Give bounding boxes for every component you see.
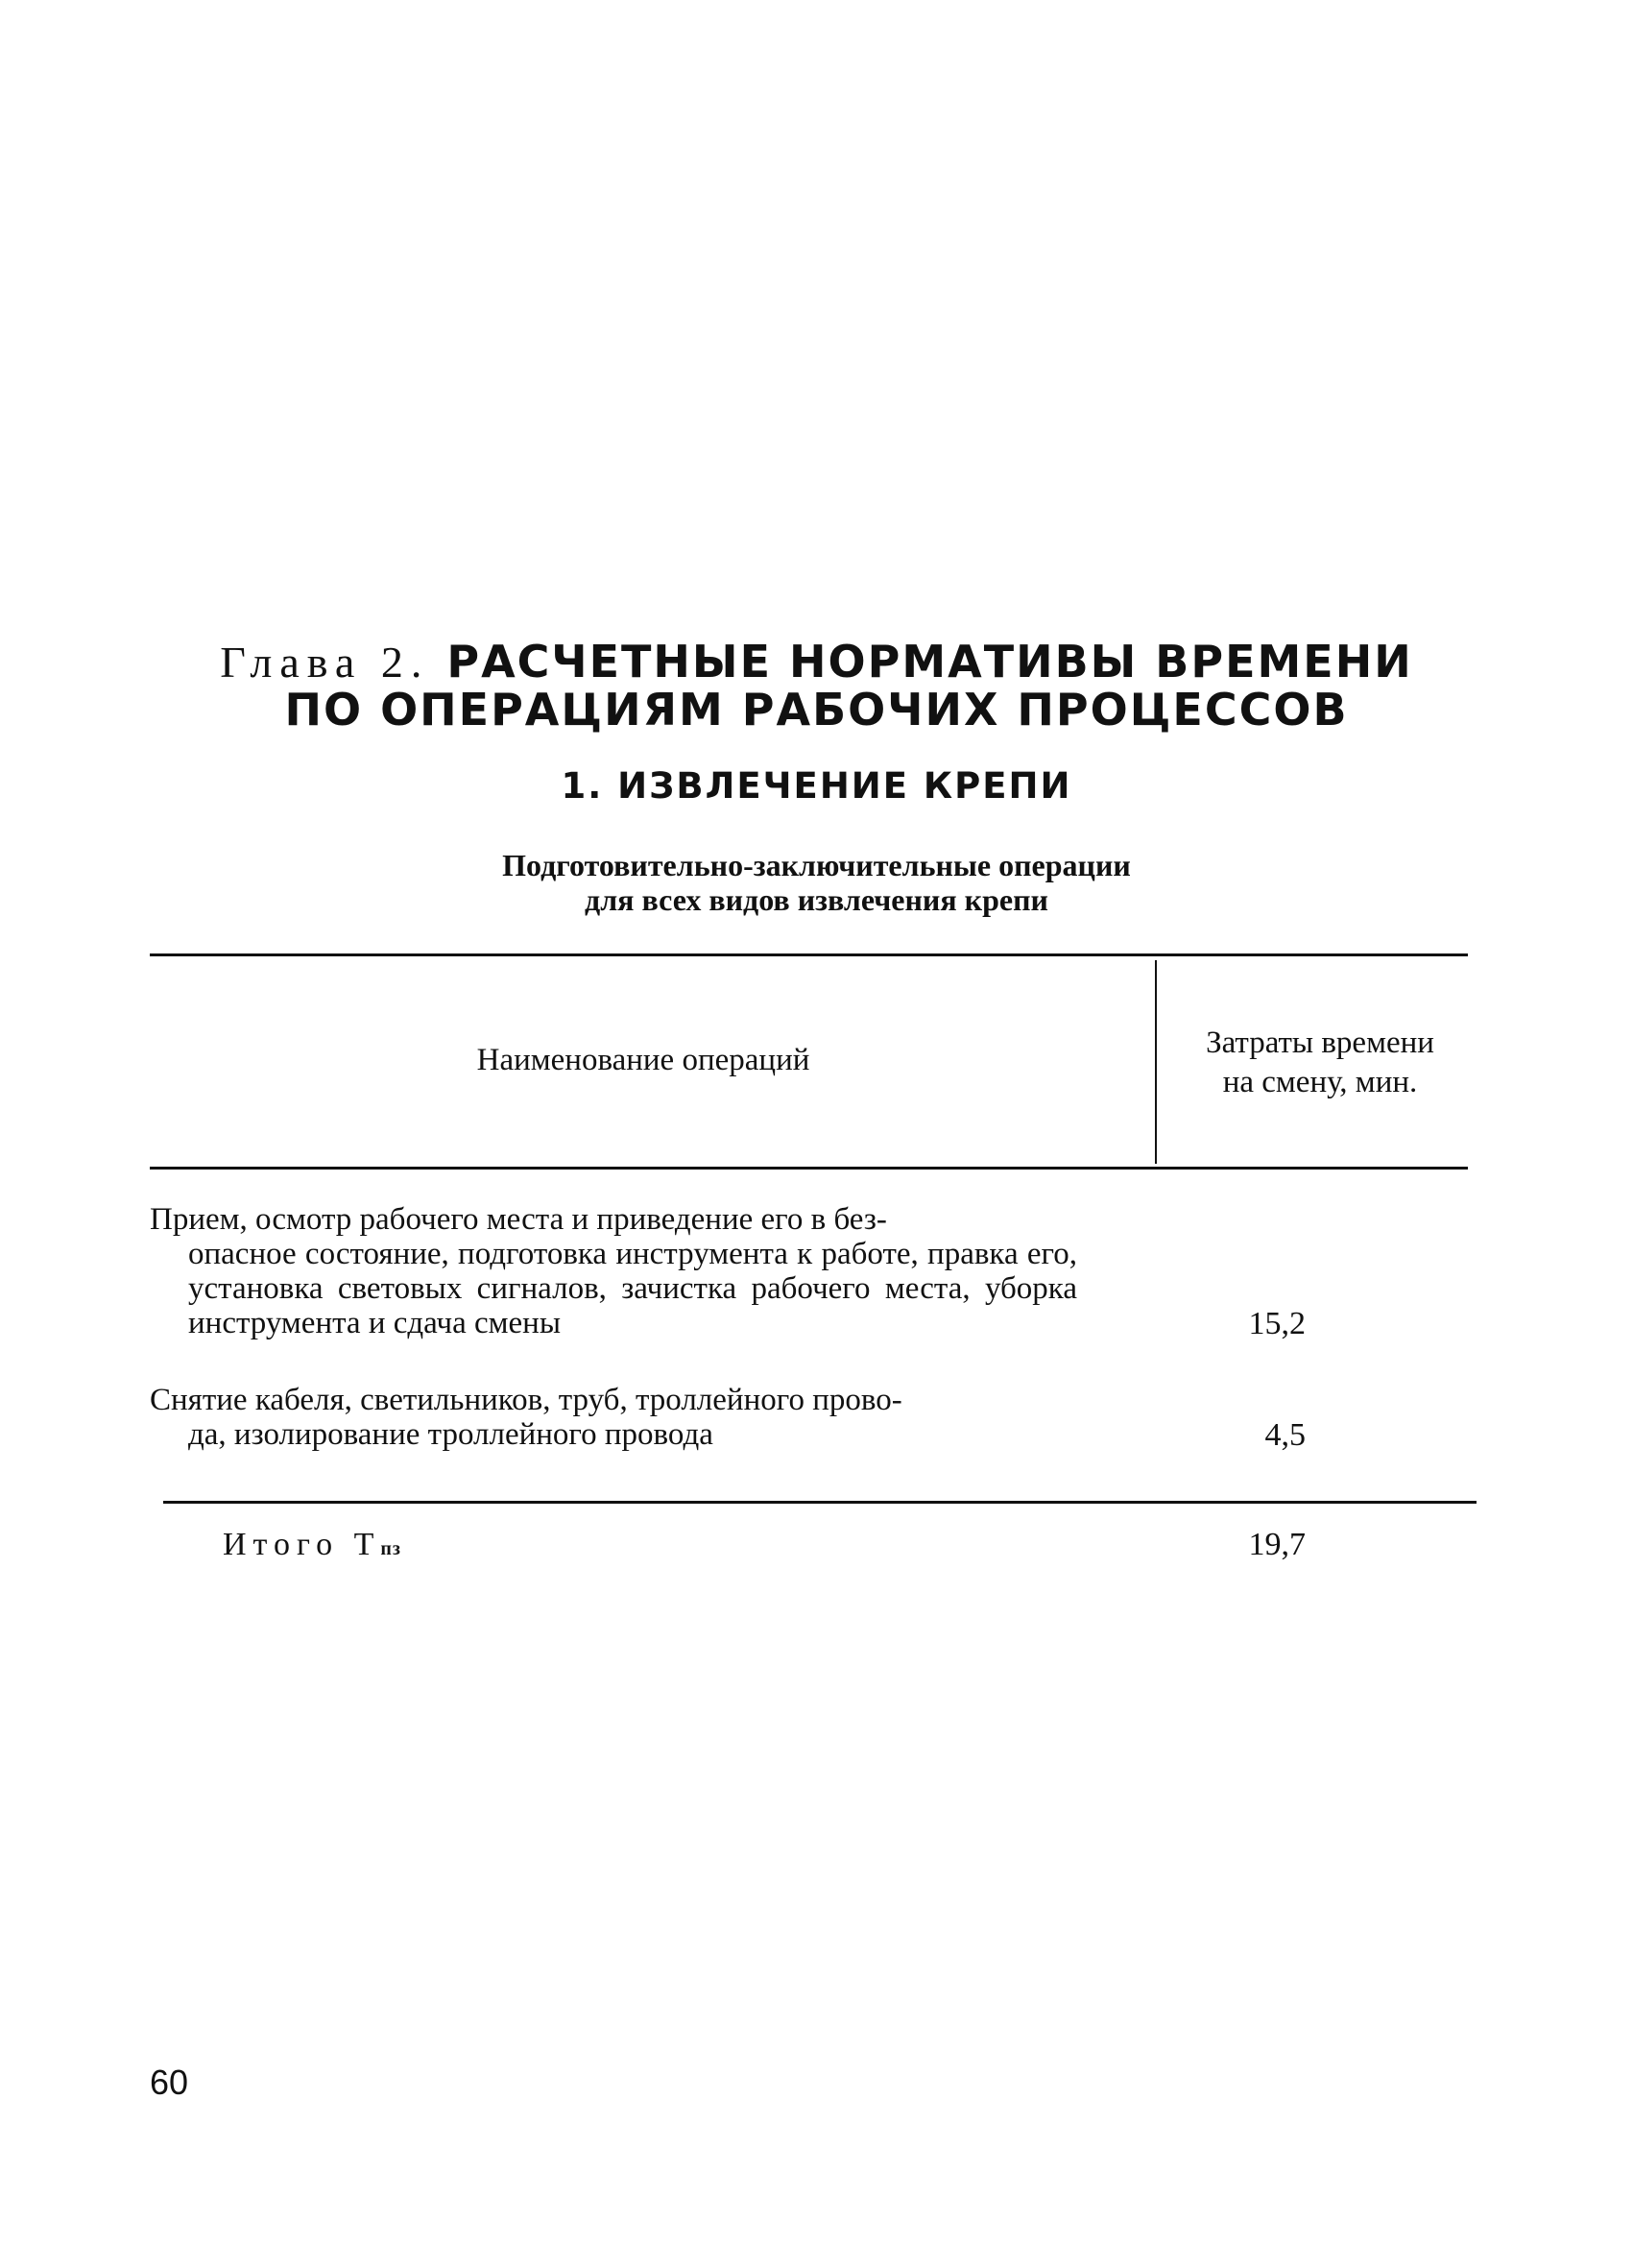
column-header-time-line2: на смену, мин. bbox=[1222, 1065, 1418, 1099]
table-column-divider bbox=[1155, 960, 1157, 1164]
column-header-time-line1: Затраты времени bbox=[1206, 1025, 1434, 1060]
page-number: 60 bbox=[150, 2063, 189, 2102]
total-subscript: пз bbox=[380, 1538, 401, 1559]
chapter-title-line1: РАСЧЕТНЫЕ НОРМАТИВЫ ВРЕМЕНИ bbox=[446, 636, 1413, 688]
total-symbol: Т bbox=[353, 1527, 381, 1562]
column-header-operation: Наименование операций bbox=[476, 1043, 810, 1077]
row-1-continuation: опасное состояние, подготовка инструмента к работе, правка его, установка световых сигналов, зачистка рабочего места, уборка инструмента и сдача смены bbox=[188, 1237, 1077, 1340]
table-total-rule bbox=[163, 1501, 1477, 1504]
row-2-first-line: Снятие кабеля, светильников, труб, троллейного прово- bbox=[150, 1383, 902, 1417]
row-1-value: 15,2 bbox=[1248, 1306, 1306, 1341]
chapter-title-line2: ПО ОПЕРАЦИЯМ РАБОЧИХ ПРОЦЕССОВ bbox=[284, 684, 1349, 736]
subheading-line2: для всех видов извлечения крепи bbox=[585, 882, 1048, 917]
total-label bbox=[223, 1527, 401, 1563]
chapter-heading-line1 bbox=[0, 636, 1633, 688]
subheading-line1: Подготовительно-заключительные операции bbox=[502, 848, 1131, 882]
row-1-first-line: Прием, осмотр рабочего места и приведение его в без- bbox=[150, 1202, 887, 1237]
column-header-time bbox=[1162, 1024, 1478, 1102]
section-title: 1. ИЗВЛЕЧЕНИЕ КРЕПИ bbox=[561, 765, 1072, 807]
total-word: Итого bbox=[223, 1527, 340, 1562]
total-value: 19,7 bbox=[1248, 1527, 1306, 1562]
table-top-rule bbox=[150, 953, 1468, 956]
table-row-operation-2 bbox=[150, 1383, 1077, 1452]
chapter-lead: Глава 2. bbox=[220, 638, 430, 687]
row-2-continuation: да, изолирование троллейного провода bbox=[188, 1417, 713, 1452]
table-header-rule bbox=[150, 1167, 1468, 1170]
row-2-value: 4,5 bbox=[1264, 1417, 1306, 1453]
table-row-operation-1 bbox=[150, 1202, 1077, 1340]
